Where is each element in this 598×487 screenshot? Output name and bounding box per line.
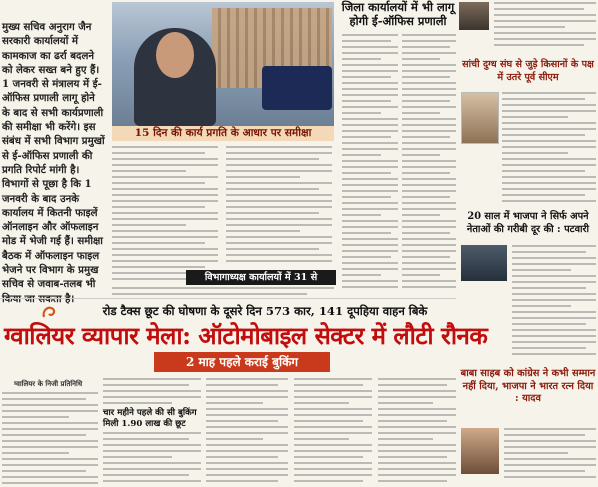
lead-photo: [112, 2, 334, 126]
bottom-box-subhead: चार महीने पहले की सी बुकिंग मिली 1.90 लाख की छूट: [103, 408, 197, 429]
bottom-col-3: [206, 378, 288, 487]
far-right-text-2: [512, 245, 596, 363]
bottom-headline: ग्वालियर व्यापार मेला: ऑटोमोबाइल सेक्टर में लौटी रौनक: [4, 321, 488, 350]
right-col-text-b: [402, 34, 456, 292]
booking-tag: 2 माह पहले कराई बुकिंग: [154, 352, 330, 372]
far-right-photo-3: [461, 245, 507, 281]
far-right-headline-3: बाबा साहब को कांग्रेस ने कभी सम्मान नहीं दिया, भाजपा ने भारत रत्न दिया : यादव: [460, 368, 596, 404]
center-body-tail: [112, 287, 334, 297]
center-subhead: विभागाध्यक्ष कार्यालयों में 31 से: [186, 270, 336, 285]
far-right-headline-1: सांची दुग्ध संघ से जुड़े किसानों के पक्ष में उतरे पूर्व सीएम: [462, 59, 594, 83]
byline: ग्वालियर के निजी प्रतिनिधि: [14, 379, 83, 388]
right-col-text-a: [342, 34, 398, 292]
far-right-photo-2: [461, 92, 499, 144]
bottom-col-1: [2, 392, 98, 487]
bottom-col-2a: [103, 378, 201, 406]
lead-story-text: मुख्य सचिव अनुराग जैन सरकारी कार्यालयों में कामकाज का ढर्रा बदलने को लेकर सख्त बने हुए हैं। 1 जनवरी से मंत्रालय में ई-ऑफिस प्रणाली लागू होने के बाद से सभी कार्यप्रणाली की समीक्षा भी करेंगे। इस संबंध में सभी विभाग प्रमुखों से ई-ऑफिस प्रणाली की प्रगति रिपोर्ट मांगी है। विभागों से पूछा है कि 1 जनवरी के बाद उनके कार्यालय में कितनी फाइलें ऑनलाइन और ऑफलाइन मोड में भेजी गई हैं। समीक्षा बैठक में ऑफलाइन फाइल भेजने पर विभाग के प्रमुख सचिव से जवाब-तलब भी: [2, 21, 105, 291]
far-right-text-0: [494, 2, 596, 54]
far-right-text-3: [504, 428, 596, 486]
bottom-col-2b: [103, 432, 201, 487]
far-right-photo-1: [459, 2, 489, 30]
loop-logo-icon: [40, 303, 64, 321]
far-right-text-1: [502, 92, 596, 208]
bottom-col-5: [378, 378, 456, 487]
bottom-col-4: [294, 378, 372, 487]
photo-caption: 15 दिन की कार्य प्रगति के आधार पर समीक्षा: [112, 126, 334, 141]
bottom-kicker: रोड टैक्स छूट की घोषणा के दूसरे दिन 573 कार, 141 दूपहिया वाहन बिके: [102, 304, 428, 318]
far-right-photo-4: [461, 428, 499, 474]
center-body-text: [112, 146, 334, 286]
right-story-headline: जिला कार्यालयों में भी लागू होगी ई-ऑफिस प्रणाली: [341, 0, 455, 28]
section-divider: [0, 298, 456, 299]
far-right-headline-2: 20 साल में भाजपा ने सिर्फ अपने नेताओं की गरीबी दूर की : पटवारी: [466, 211, 590, 235]
